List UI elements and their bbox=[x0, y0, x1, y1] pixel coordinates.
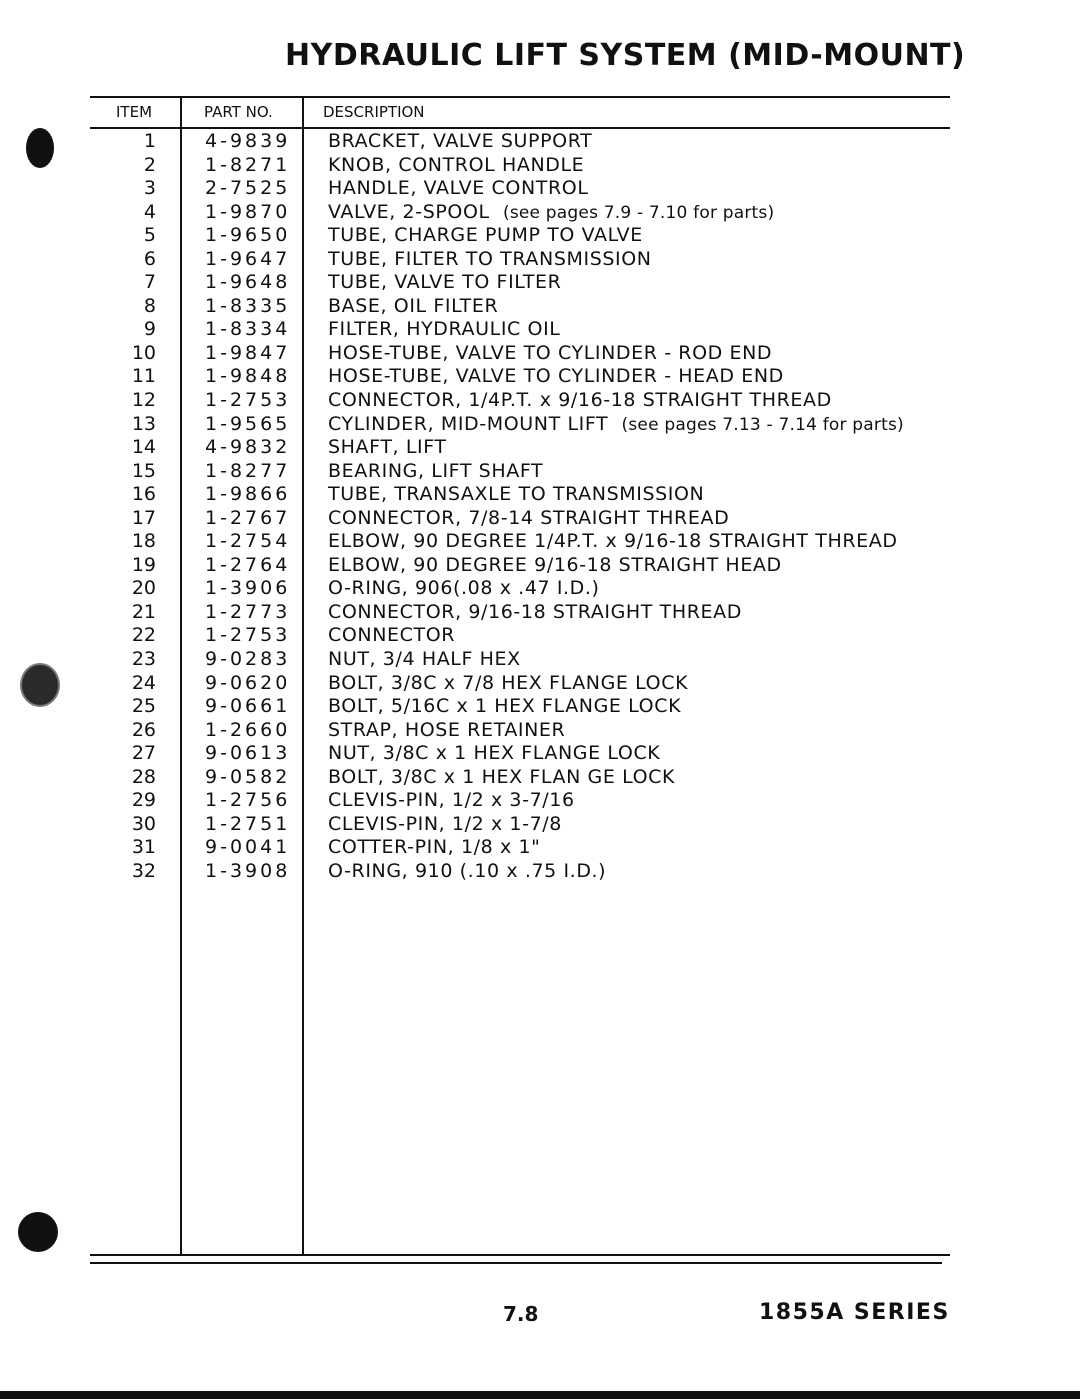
item-number: 10 bbox=[131, 341, 156, 364]
part-description bbox=[328, 507, 729, 531]
part-description bbox=[328, 577, 600, 601]
description-text: STRAP, HOSE RETAINER bbox=[328, 718, 566, 741]
description-text: FILTER, HYDRAULIC OIL bbox=[328, 318, 561, 341]
part-number: 1-8277 bbox=[205, 459, 291, 482]
item-number: 22 bbox=[131, 624, 156, 647]
page-number: 7.8 bbox=[503, 1302, 539, 1326]
description-text: O-RING, 906(.08 x .47 I.D.) bbox=[328, 577, 600, 600]
description-text: BOLT, 3/8C x 1 HEX FLAN GE LOCK bbox=[328, 765, 676, 788]
part-number: 1-2754 bbox=[205, 530, 291, 553]
part-number: 4-9839 bbox=[205, 130, 291, 152]
item-number: 18 bbox=[131, 530, 156, 553]
item-number: 2 bbox=[143, 153, 156, 176]
part-description bbox=[328, 201, 774, 226]
part-description bbox=[328, 624, 455, 648]
item-number: 17 bbox=[131, 506, 156, 529]
part-number: 1-3906 bbox=[205, 577, 291, 600]
part-number: 1-9650 bbox=[205, 224, 291, 247]
part-number: 1-9647 bbox=[205, 247, 291, 270]
description-text: TUBE, VALVE TO FILTER bbox=[328, 271, 562, 294]
item-number: 23 bbox=[131, 648, 156, 671]
table-row bbox=[90, 530, 950, 554]
binder-hole-top bbox=[26, 128, 54, 168]
table-row bbox=[90, 672, 950, 696]
part-number: 1-2660 bbox=[205, 718, 291, 741]
description-text: VALVE, 2-SPOOL bbox=[328, 200, 490, 223]
item-number: 14 bbox=[131, 436, 156, 459]
item-number: 30 bbox=[131, 812, 156, 835]
item-number: 11 bbox=[131, 365, 156, 388]
item-number: 13 bbox=[131, 412, 156, 435]
description-text: CONNECTOR, 7/8-14 STRAIGHT THREAD bbox=[328, 506, 730, 529]
part-number: 1-8334 bbox=[205, 318, 291, 341]
table-row bbox=[90, 271, 950, 295]
part-number: 9-0620 bbox=[205, 671, 291, 694]
description-text: CONNECTOR, 1/4P.T. x 9/16-18 STRAIGHT THREAD bbox=[328, 389, 832, 412]
table-row bbox=[90, 789, 950, 813]
table-row bbox=[90, 577, 950, 601]
part-description bbox=[328, 365, 784, 389]
part-description bbox=[328, 460, 543, 484]
description-text: HOSE-TUBE, VALVE TO CYLINDER - ROD END bbox=[328, 341, 773, 364]
table-row bbox=[90, 318, 950, 342]
item-number: 28 bbox=[131, 765, 156, 788]
description-text: NUT, 3/8C x 1 HEX FLANGE LOCK bbox=[328, 742, 661, 765]
table-row bbox=[90, 766, 950, 790]
part-number: 1-2751 bbox=[205, 812, 291, 835]
part-number: 1-2753 bbox=[205, 624, 291, 647]
part-description bbox=[328, 789, 575, 813]
item-number: 8 bbox=[143, 294, 156, 317]
part-number: 1-9847 bbox=[205, 341, 291, 364]
table-row bbox=[90, 483, 950, 507]
table-row bbox=[90, 154, 950, 178]
description-text: BOLT, 3/8C x 7/8 HEX FLANGE LOCK bbox=[328, 671, 689, 694]
table-row bbox=[90, 695, 950, 719]
part-description bbox=[328, 413, 904, 438]
table-row bbox=[90, 460, 950, 484]
binder-hole-bottom bbox=[18, 1212, 58, 1252]
table-row bbox=[90, 177, 950, 201]
item-number: 12 bbox=[131, 389, 156, 412]
part-description bbox=[328, 601, 742, 625]
table-row bbox=[90, 224, 950, 248]
item-number: 19 bbox=[131, 553, 156, 576]
part-description bbox=[328, 554, 782, 578]
table-row bbox=[90, 389, 950, 413]
part-number: 9-0613 bbox=[205, 742, 291, 765]
item-number: 15 bbox=[131, 459, 156, 482]
table-row bbox=[90, 860, 950, 884]
part-number: 1-9870 bbox=[205, 200, 291, 223]
part-number: 9-0041 bbox=[205, 836, 291, 859]
description-text: TUBE, TRANSAXLE TO TRANSMISSION bbox=[328, 483, 705, 506]
footer-rule bbox=[90, 1262, 942, 1264]
part-number: 9-0283 bbox=[205, 648, 291, 671]
item-number: 4 bbox=[143, 200, 156, 223]
description-note: (see pages 7.9 - 7.10 for parts) bbox=[503, 202, 775, 223]
description-text: CONNECTOR bbox=[328, 624, 456, 647]
table-row bbox=[90, 813, 950, 837]
column-header-item: ITEM bbox=[116, 103, 153, 121]
part-description bbox=[328, 719, 565, 743]
description-text: TUBE, FILTER TO TRANSMISSION bbox=[328, 247, 652, 270]
column-header-description: DESCRIPTION bbox=[323, 103, 425, 121]
description-text: HOSE-TUBE, VALVE TO CYLINDER - HEAD END bbox=[328, 365, 784, 388]
description-note: (see pages 7.13 - 7.14 for parts) bbox=[621, 414, 904, 435]
item-number: 29 bbox=[131, 789, 156, 812]
table-row bbox=[90, 507, 950, 531]
part-description bbox=[328, 530, 898, 554]
description-text: CONNECTOR, 9/16-18 STRAIGHT THREAD bbox=[328, 600, 742, 623]
item-number: 16 bbox=[131, 483, 156, 506]
part-description bbox=[328, 742, 660, 766]
part-description bbox=[328, 271, 561, 295]
item-number: 7 bbox=[143, 271, 156, 294]
item-number: 5 bbox=[143, 224, 156, 247]
part-description bbox=[328, 836, 540, 860]
description-text: BEARING, LIFT SHAFT bbox=[328, 459, 544, 482]
item-number: 26 bbox=[131, 718, 156, 741]
part-number: 9-0661 bbox=[205, 695, 291, 718]
table-row bbox=[90, 436, 950, 460]
part-number: 1-3908 bbox=[205, 859, 291, 882]
description-text: COTTER-PIN, 1/8 x 1" bbox=[328, 836, 541, 859]
description-text: SHAFT, LIFT bbox=[328, 436, 447, 459]
part-description bbox=[328, 154, 584, 178]
table-row bbox=[90, 742, 950, 766]
part-number: 1-2767 bbox=[205, 506, 291, 529]
description-text: CYLINDER, MID-MOUNT LIFT bbox=[328, 412, 609, 435]
part-description bbox=[328, 766, 675, 790]
part-description bbox=[328, 813, 562, 837]
table-top-rule bbox=[90, 96, 950, 98]
item-number: 3 bbox=[143, 177, 156, 200]
table-row bbox=[90, 648, 950, 672]
table-row bbox=[90, 295, 950, 319]
table-row bbox=[90, 413, 950, 437]
item-number: 9 bbox=[143, 318, 156, 341]
description-text: ELBOW, 90 DEGREE 9/16-18 STRAIGHT HEAD bbox=[328, 553, 782, 576]
part-number: 9-0582 bbox=[205, 765, 291, 788]
description-text: BOLT, 5/16C x 1 HEX FLANGE LOCK bbox=[328, 695, 682, 718]
part-description bbox=[328, 177, 589, 201]
series-label: 1855A SERIES bbox=[759, 1300, 950, 1325]
scan-edge bbox=[0, 1391, 1080, 1399]
table-row bbox=[90, 130, 950, 154]
table-row bbox=[90, 342, 950, 366]
part-description bbox=[328, 130, 592, 154]
part-number: 1-2773 bbox=[205, 600, 291, 623]
part-number: 1-8335 bbox=[205, 294, 291, 317]
part-description bbox=[328, 318, 561, 342]
table-row bbox=[90, 624, 950, 648]
part-number: 2-7525 bbox=[205, 177, 291, 200]
binder-hole-middle bbox=[20, 663, 60, 707]
part-description bbox=[328, 248, 652, 272]
description-text: BASE, OIL FILTER bbox=[328, 294, 499, 317]
part-description bbox=[328, 695, 681, 719]
item-number: 1 bbox=[143, 130, 156, 152]
part-number: 1-9648 bbox=[205, 271, 291, 294]
table-body bbox=[90, 130, 950, 884]
description-text: BRACKET, VALVE SUPPORT bbox=[328, 130, 593, 152]
part-description bbox=[328, 483, 704, 507]
description-text: O-RING, 910 (.10 x .75 I.D.) bbox=[328, 859, 607, 882]
part-description bbox=[328, 389, 832, 413]
part-number: 1-8271 bbox=[205, 153, 291, 176]
item-number: 21 bbox=[131, 600, 156, 623]
table-row bbox=[90, 719, 950, 743]
parts-table bbox=[90, 96, 950, 1256]
item-number: 6 bbox=[143, 247, 156, 270]
table-row bbox=[90, 601, 950, 625]
description-text: CLEVIS-PIN, 1/2 x 1-7/8 bbox=[328, 812, 562, 835]
item-number: 31 bbox=[131, 836, 156, 859]
description-text: CLEVIS-PIN, 1/2 x 3-7/16 bbox=[328, 789, 575, 812]
part-description bbox=[328, 672, 688, 696]
table-row bbox=[90, 554, 950, 578]
item-number: 32 bbox=[131, 859, 156, 882]
table-row bbox=[90, 365, 950, 389]
part-number: 1-2764 bbox=[205, 553, 291, 576]
item-number: 27 bbox=[131, 742, 156, 765]
description-text: KNOB, CONTROL HANDLE bbox=[328, 153, 585, 176]
part-number: 1-9866 bbox=[205, 483, 291, 506]
column-header-part-no: PART NO. bbox=[204, 103, 273, 121]
part-description bbox=[328, 224, 643, 248]
item-number: 20 bbox=[131, 577, 156, 600]
table-row bbox=[90, 201, 950, 225]
table-row bbox=[90, 248, 950, 272]
part-number: 4-9832 bbox=[205, 436, 291, 459]
page-title: HYDRAULIC LIFT SYSTEM (MID-MOUNT) bbox=[285, 38, 966, 73]
table-row bbox=[90, 836, 950, 860]
part-description bbox=[328, 295, 498, 319]
part-description bbox=[328, 436, 447, 460]
part-number: 1-9848 bbox=[205, 365, 291, 388]
part-number: 1-2753 bbox=[205, 389, 291, 412]
item-number: 24 bbox=[131, 671, 156, 694]
table-header-rule bbox=[90, 127, 950, 129]
part-number: 1-2756 bbox=[205, 789, 291, 812]
description-text: NUT, 3/4 HALF HEX bbox=[328, 648, 521, 671]
part-description bbox=[328, 648, 521, 672]
table-bottom-rule bbox=[90, 1254, 950, 1256]
item-number: 25 bbox=[131, 695, 156, 718]
part-description bbox=[328, 342, 772, 366]
description-text: HANDLE, VALVE CONTROL bbox=[328, 177, 589, 200]
description-text: TUBE, CHARGE PUMP TO VALVE bbox=[328, 224, 643, 247]
description-text: ELBOW, 90 DEGREE 1/4P.T. x 9/16-18 STRAIGHT THREAD bbox=[328, 530, 898, 553]
part-description bbox=[328, 860, 606, 884]
part-number: 1-9565 bbox=[205, 412, 291, 435]
